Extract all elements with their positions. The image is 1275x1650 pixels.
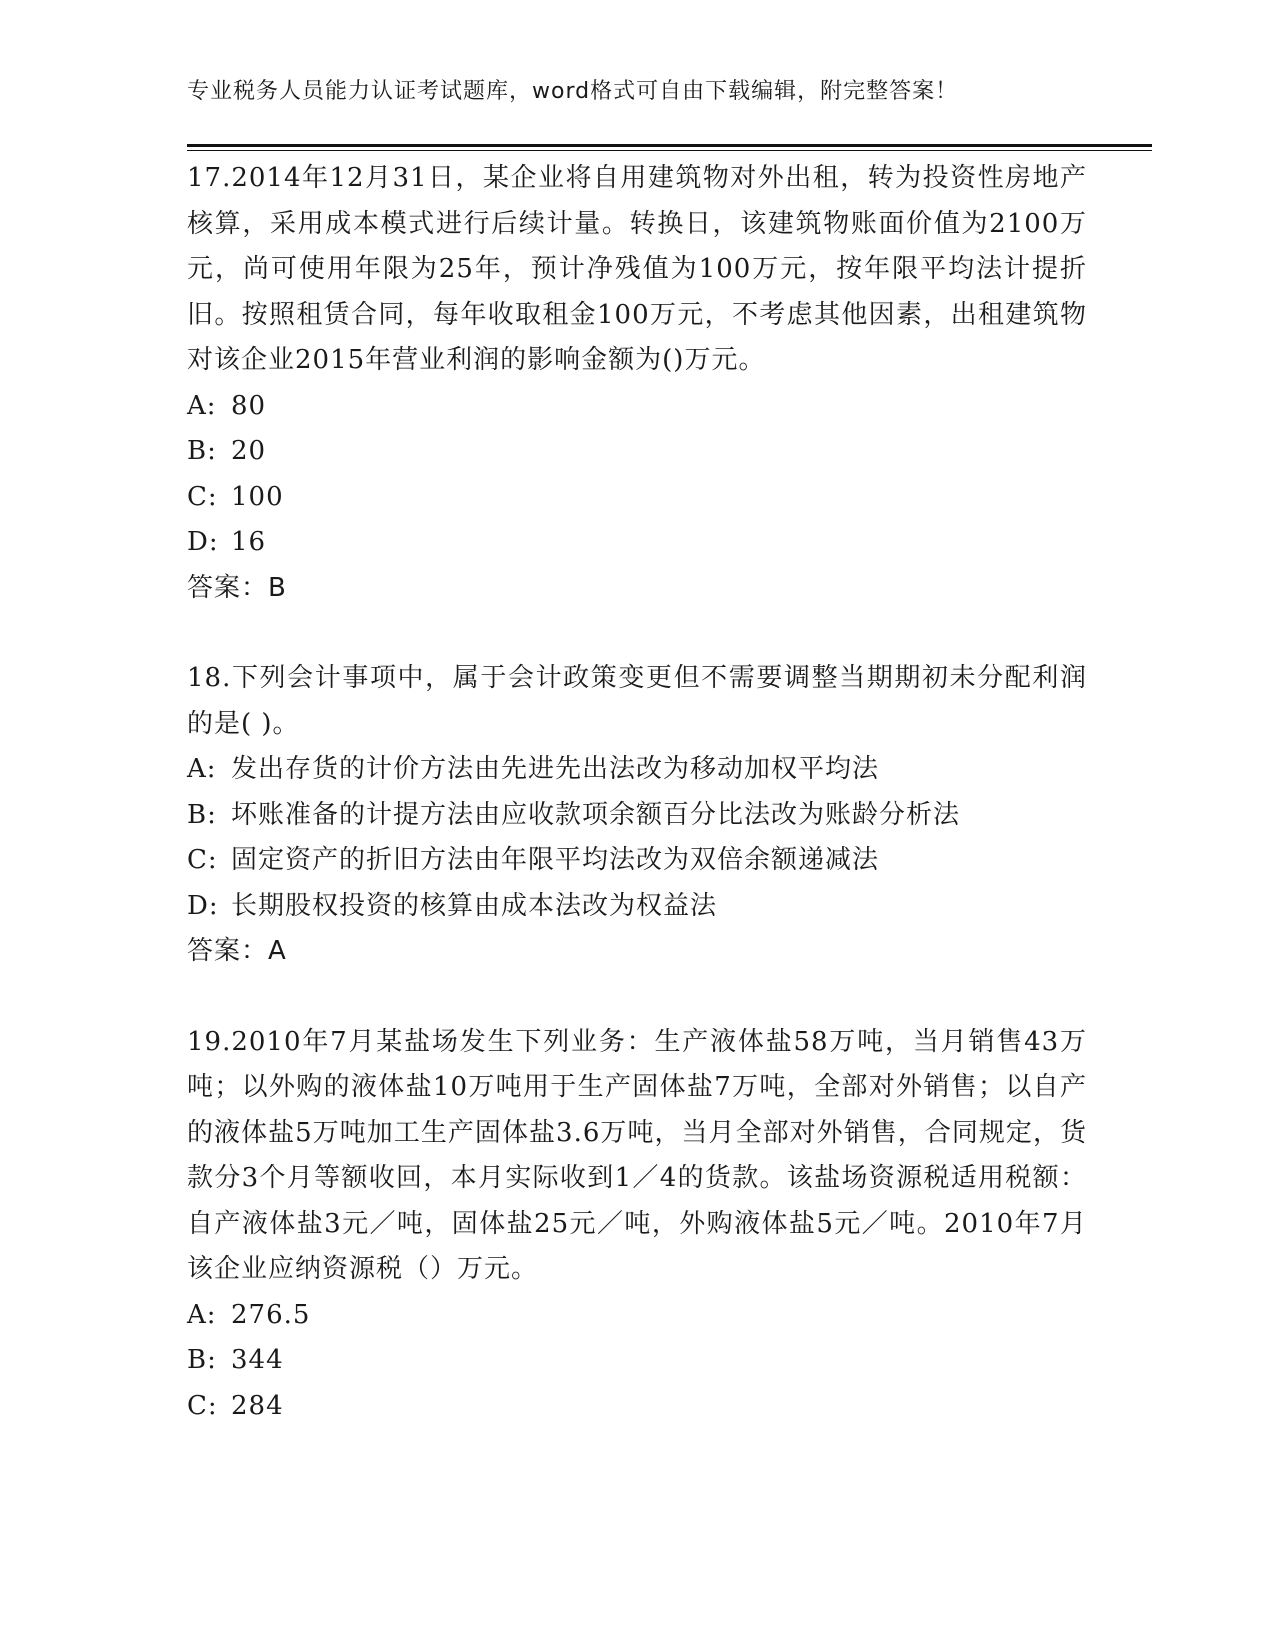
option-text: 284 (231, 1390, 284, 1421)
header-rule-thick (187, 144, 1152, 147)
option-text: 20 (231, 436, 267, 466)
option-b (187, 429, 1087, 475)
option-label: B: (187, 1345, 217, 1375)
option-label: A: (187, 1299, 217, 1330)
option-c (187, 838, 1087, 884)
question-list (187, 156, 1087, 1429)
answer-line: 答案：B (187, 572, 287, 603)
question-stem: 17.2014年12月31日，某企业将自用建筑物对外出租，转为投资性房地产核算，采用成本模式进行后续计量。转换日，该建筑物账面价值为2100万元，尚可使用年限为25年，预计净残值为100万元，按年限平均法计提折旧。按照租赁合同，每年收取租金100万元，不考虑其他因素，出租建筑物对该企业2015年营业利润的影响金额为()万元。 (187, 163, 1087, 375)
option-label: C: (187, 481, 218, 512)
option-text: 276.5 (231, 1299, 311, 1330)
question-gap (187, 975, 1087, 1020)
option-c (187, 1384, 1087, 1430)
answer-line: 答案：A (187, 936, 287, 966)
question-gap (187, 611, 1087, 656)
option-text: 发出存货的计价方法由先进先出法改为移动加权平均法 (231, 754, 880, 784)
question-17 (187, 156, 1087, 611)
option-text: 固定资产的折旧方法由年限平均法改为双倍余额递减法 (231, 845, 880, 875)
option-label: A: (187, 754, 217, 784)
question-19 (187, 1020, 1087, 1430)
option-label: B: (187, 436, 217, 466)
option-text: 100 (231, 481, 284, 512)
header-rule-thin (187, 150, 1152, 151)
question-stem: 19.2010年7月某盐场发生下列业务：生产液体盐58万吨，当月销售43万吨；以外购的液体盐10万吨用于生产固体盐7万吨，全部对外销售；以自产的液体盐5万吨加工生产固体盐3.6万吨，当月全部对外销售，合同规定，货款分3个月等额收回，本月实际收到1／4的货款。该盐场资源税适用税额：自产液体盐3元／吨，固体盐25元／吨，外购液体盐5元／吨。2010年7月该企业应纳资源税（）万元。 (187, 1026, 1087, 1284)
option-b (187, 1338, 1087, 1384)
option-a (187, 747, 1087, 793)
option-label: D: (187, 890, 219, 921)
option-label: B: (187, 799, 217, 830)
page-header: 专业税务人员能力认证考试题库，word格式可自由下载编辑，附完整答案！ (187, 79, 959, 104)
question-stem: 18.下列会计事项中，属于会计政策变更但不需要调整当期期初未分配利润的是( )。 (187, 663, 1087, 739)
option-label: C: (187, 845, 218, 875)
option-d (187, 884, 1087, 930)
question-18 (187, 656, 1087, 975)
option-text: 16 (231, 527, 267, 557)
option-label: A: (187, 390, 217, 421)
option-c (187, 475, 1087, 521)
option-text: 坏账准备的计提方法由应收款项余额百分比法改为账龄分析法 (231, 799, 961, 830)
option-label: D: (187, 527, 219, 557)
option-label: C: (187, 1390, 218, 1421)
option-text: 长期股权投资的核算由成本法改为权益法 (231, 890, 718, 921)
option-a (187, 1293, 1087, 1339)
option-b (187, 793, 1087, 839)
option-text: 80 (231, 390, 267, 421)
option-a (187, 384, 1087, 430)
option-d (187, 520, 1087, 566)
option-text: 344 (231, 1345, 284, 1375)
